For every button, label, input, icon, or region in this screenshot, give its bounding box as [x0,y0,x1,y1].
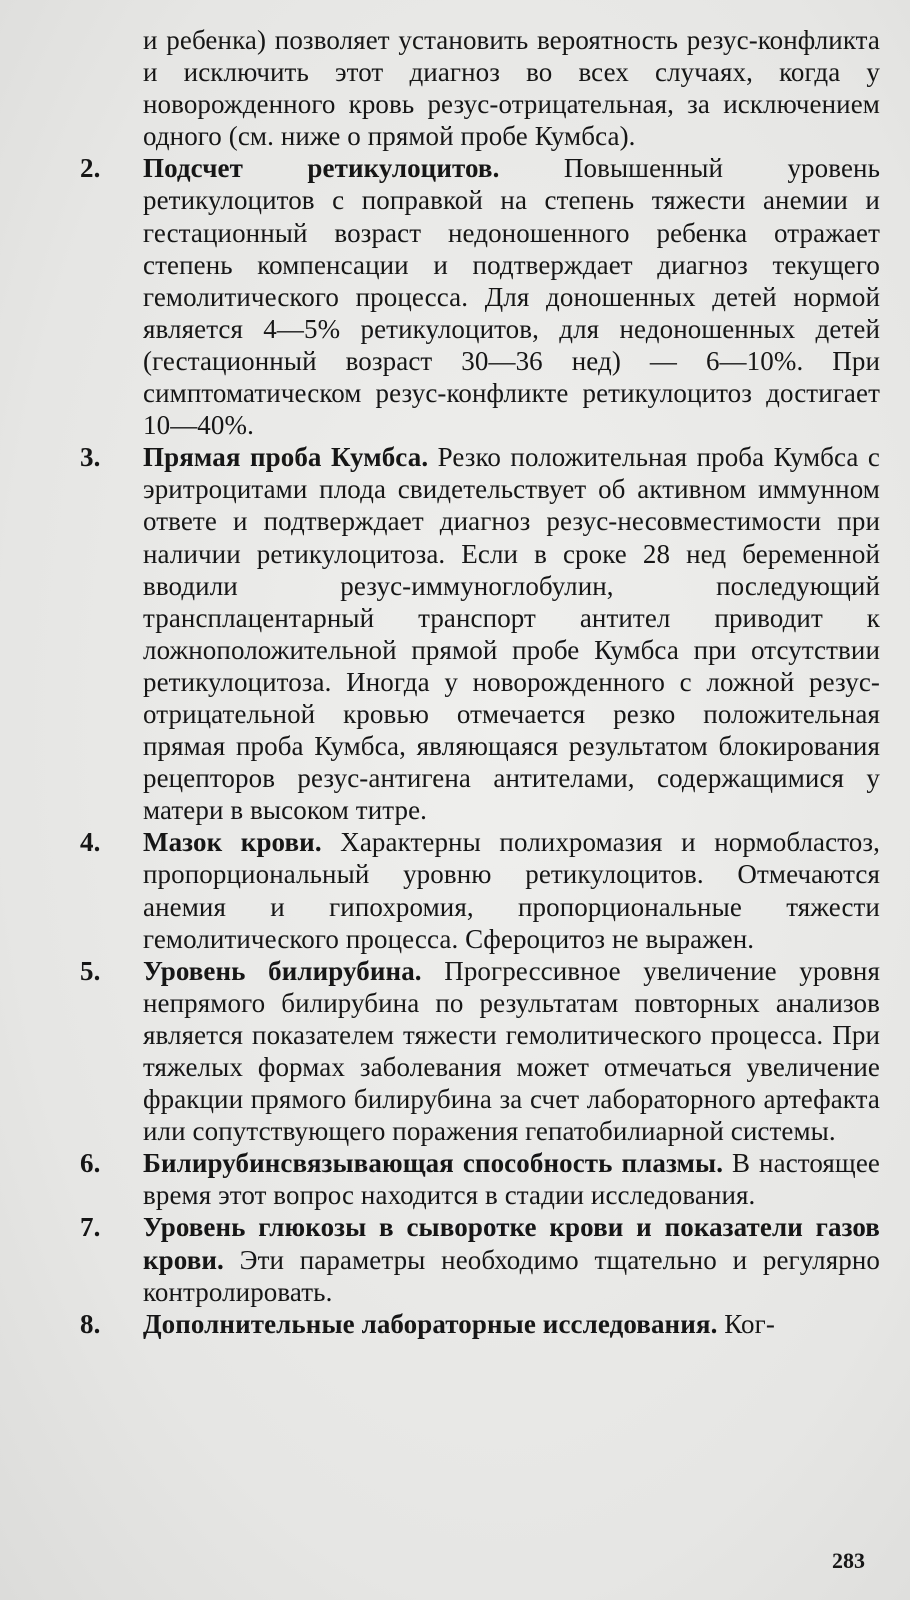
item-body: Ког- [724,1308,775,1339]
item-body: Резко положительная проба Кумбса с эритроцитами плода свидетельствует об активном иммунном ответе и подтверждает диагноз резус-несовместимости при наличии ретикулоцитоза. Если в сроке 28 нед беременной вводили резус-иммуноглобулин, последующий трансплацентарный транспорт антител приводит к ложноположительной прямой пробе Кумбса при отсутствии ретикулоцитоза. Иногда у новорожденного с ложной резус-отрицательной кровью отмечается резко положительная прямая проба Кумбса, являющаяся результатом блокирования рецепторов резус-антигена антителами, содержащимися у матери в высоком титре. [143,442,881,826]
item-body: Прогрессивное увеличение уровня непрямого билирубина по результатам повторных анализов является показателем тяжести гемолитического процесса. При тяжелых формах заболевания может отмечаться увеличение фракции прямого билирубина за счет лабораторного артефакта или сопутствующего поражения гепатобилиарной системы. [143,955,880,1147]
item-body: Эти параметры необходимо тщательно и регулярно контролировать. [143,1244,880,1307]
item-number: 4. [80,827,101,858]
item-heading: Уровень билирубина. [143,955,422,986]
item-number: 3. [80,442,101,473]
item-body: В настоящее время этот вопрос находится в стадии исследования. [143,1148,880,1211]
text-column [80,24,880,1340]
list-item-3 [80,441,880,826]
page-number: 283 [832,1548,865,1573]
item-heading: Мазок крови. [143,827,322,858]
item-number: 7. [80,1212,101,1243]
item-number: 2. [80,153,101,184]
intro-paragraph: и ребенка) позволяет установить вероятность резус-конфликта и исключить этот диагноз во всех случаях, когда у новорожденного кровь резус-отрицательная, за исключением одного (см. ниже о прямой пробе Кумбса). [143,25,880,152]
item-heading: Билирубинсвязывающая способность плазмы. [143,1148,724,1179]
list-item-7 [80,1211,880,1307]
list-item-2 [80,152,880,441]
item-number: 8. [80,1308,101,1339]
item-number: 6. [80,1148,101,1179]
list-item-8 [80,1308,880,1340]
list-item-6 [80,1147,880,1211]
item-heading: Прямая проба Кумбса. [143,442,429,473]
list-item-4 [80,826,880,954]
item-heading: Дополнительные лабораторные исследования. [143,1308,718,1339]
list-item-5 [80,955,880,1148]
item-body: Характерны полихромазия и нормобластоз, пропорциональный уровню ретикулоцитов. Отмечаются анемия и гипохромия, пропорциональные тяжести гемолитического процесса. Сфероцитоз не выражен. [143,827,880,954]
item-body: Повышенный уровень ретикулоцитов с поправкой на степень тяжести анемии и гестационный возраст недоношенного ребенка отражает степень компенсации и подтверждает диагноз текущего гемолитического процесса. Для доношенных детей нормой является 4—5% ретикулоцитов, для недоношенных детей (гестационный возраст 30—36 нед) — 6—10%. При симптоматическом резус-конфликте ретикулоцитоз достигает 10—40%. [143,153,880,441]
item-heading: Подсчет ретикулоцитов. [143,153,500,184]
item-heading: Уровень глюкозы в сыворотке крови и показатели газов крови. [143,1212,880,1275]
item-number: 5. [80,955,101,986]
